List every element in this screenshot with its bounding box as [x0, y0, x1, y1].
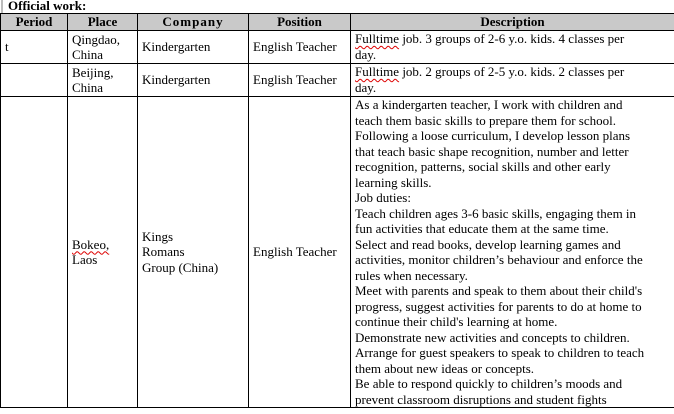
desc-line: recognition, patterns, social skills and other early — [355, 159, 611, 174]
header-position: Position — [249, 14, 351, 31]
description-cell — [351, 64, 674, 97]
company-line: Group (China) — [142, 259, 219, 275]
company-cell: Kindergarten — [138, 64, 249, 97]
period-cell — [1, 64, 68, 97]
place-cell — [68, 97, 138, 408]
position-cell: English Teacher — [249, 97, 351, 408]
desc-line — [355, 64, 670, 80]
company-line: Romans — [142, 244, 185, 260]
desc-line: As a kindergarten teacher, I work with children and — [355, 97, 623, 112]
header-period: Period — [1, 14, 68, 31]
company-cell: Kindergarten — [138, 31, 249, 64]
desc-line: prevent classroom disruptions and student fights — [355, 391, 607, 407]
left-border — [1, 0, 3, 13]
spellcheck-word: Fulltime — [355, 31, 400, 46]
desc-text: job. 2 groups of 2-5 y.o. kids. 2 classes per — [402, 64, 625, 79]
table-row — [1, 64, 674, 97]
desc-line: learning skills. — [355, 174, 432, 190]
period-cell — [1, 97, 68, 408]
desc-line: day. — [355, 79, 377, 95]
desc-line — [355, 31, 670, 47]
table-row — [1, 31, 674, 64]
company-line: Kings — [142, 228, 174, 244]
section-title: Official work: — [8, 0, 87, 13]
desc-line: Following a loose curriculum, I develop lesson plans — [355, 128, 631, 143]
position-cell: English Teacher — [249, 31, 351, 64]
desc-line: rules when necessary. — [355, 267, 468, 283]
desc-text: job. 3 groups of 2-6 y.o. kids. 4 classes per — [402, 31, 625, 46]
desc-line: Demonstrate new activities and concepts to children. — [355, 329, 630, 345]
place-cell — [68, 31, 138, 64]
work-table — [0, 13, 674, 408]
company-cell — [138, 97, 249, 408]
desc-line: Arrange for guest speakers to speak to children to teach — [355, 345, 645, 360]
desc-line: fun activities that educate them at the same time. — [355, 221, 609, 236]
header-description: Description — [351, 14, 674, 31]
header-place: Place — [68, 14, 138, 31]
desc-line: Be able to respond quickly to children’s moods and — [355, 376, 623, 391]
desc-line: teach them basic skills to prepare them for school. — [355, 112, 617, 128]
desc-line: activities, monitor children’s behaviour and enforce the — [355, 252, 643, 267]
desc-line: Job duties: — [355, 190, 411, 205]
desc-line: Select and read books, develop learning games and — [355, 236, 621, 252]
place-line: Qingdao, — [72, 31, 121, 47]
header-company: Company — [138, 14, 249, 31]
desc-line: progress, suggest activities for parents to do at home to — [355, 298, 642, 314]
desc-line: Teach children ages 3-6 basic skills, engaging them in — [355, 205, 637, 221]
description-cell — [351, 31, 674, 64]
spellcheck-word: Fulltime — [355, 64, 400, 79]
desc-line: continue their child's learning at home. — [355, 314, 558, 329]
place-line: China — [72, 80, 104, 95]
position-cell: English Teacher — [249, 64, 351, 97]
desc-line: them about new ideas or concepts. — [355, 360, 535, 376]
place-line: China — [72, 47, 104, 62]
desc-line: that teach basic shape recognition, number and letter — [355, 143, 629, 159]
place-line: Bokeo, — [72, 236, 110, 252]
description-cell — [351, 97, 674, 408]
period-cell: t — [1, 31, 68, 64]
header-row — [1, 14, 674, 31]
place-line: Beijing, — [72, 64, 114, 80]
desc-line: Meet with parents and speak to them about their child's — [355, 283, 643, 298]
place-cell — [68, 64, 138, 97]
desc-line: day. — [355, 46, 377, 62]
table-row — [1, 97, 674, 408]
place-line: Laos — [72, 252, 98, 267]
